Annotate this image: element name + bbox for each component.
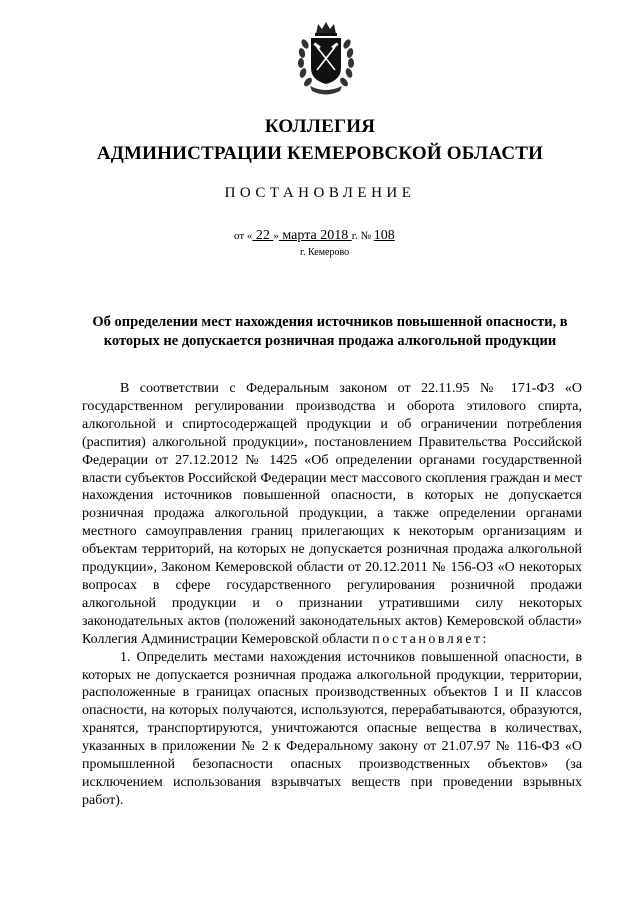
- date-prefix: от «: [234, 230, 253, 242]
- org-name-line2: АДМИНИСТРАЦИИ КЕМЕРОВСКОЙ ОБЛАСТИ: [96, 143, 544, 164]
- date-month-year: марта 2018: [278, 228, 352, 243]
- document-type: ПОСТАНОВЛЕНИЕ: [224, 185, 416, 201]
- document-number: 108: [373, 228, 395, 243]
- paragraph-preamble: [82, 380, 582, 649]
- document-body: [82, 380, 582, 810]
- date-day: 22: [252, 228, 274, 243]
- decree-word: постановляет:: [372, 631, 489, 647]
- place-of-issue: г. Кемерово: [300, 247, 350, 258]
- preamble-text: В соответствии с Федеральным законом от 22.11.95 № 171-ФЗ «О государственном регулировании производства и оборота этилового спирта, алкогольной и спиртосодержащей продукции и об ограничении потребления (распития) алкогольной продукции», постановлением Правительства Российской Федерации от 27.12.2012 № 1425 «Об определении органами государственной власти субъектов Российской Федерации мест массового скопления граждан и мест нахождения источников повышенной опасности, в которых не допускается розничная продажа алкогольной продукции, а также определении органами местного самоуправления границ прилегающих к некоторым организациям и объектам территорий, на которых не допускается розничная продажа алкогольной продукции», Законом Кемеровской области от 20.12.2011 № 156-ОЗ «О некоторых вопросах в сфере государственного регулирования розничной продажи алкогольной продукции и о признании утратившими силу некоторых законодательных актов (положений законодательных актов) Кемеровской области» Коллегия Администрации Кемеровской области: [82, 381, 582, 647]
- date-year-suffix: г.: [351, 230, 358, 242]
- date-mid: »: [273, 230, 279, 242]
- date-line: [234, 228, 395, 244]
- kemerovo-coat-of-arms-icon: [296, 20, 356, 98]
- number-label: №: [357, 230, 374, 242]
- document-title: Об определении мест нахождения источников повышенной опасности, в которых не допускается розничная продажа алкогольной продукции: [92, 314, 568, 349]
- paragraph-item-1: 1. Определить местами нахождения источников повышенной опасности, в которых не допускается розничная продажа алкогольной продукции, территории, расположенные в границах опасных производственных объектов I и II классов опасности, на которых получаются, используются, перерабатываются, образуются, хранятся, транспортируются, уничтожаются опасные вещества в количествах, указанных в приложении № 2 к Федеральному закону от 21.07.97 № 116-ФЗ «О промышленной безопасности опасных производственных объектов» (за исключением использования взрывчатых веществ при проведении взрывных работ).: [82, 649, 582, 808]
- org-name-line1: КОЛЛЕГИЯ: [264, 116, 376, 137]
